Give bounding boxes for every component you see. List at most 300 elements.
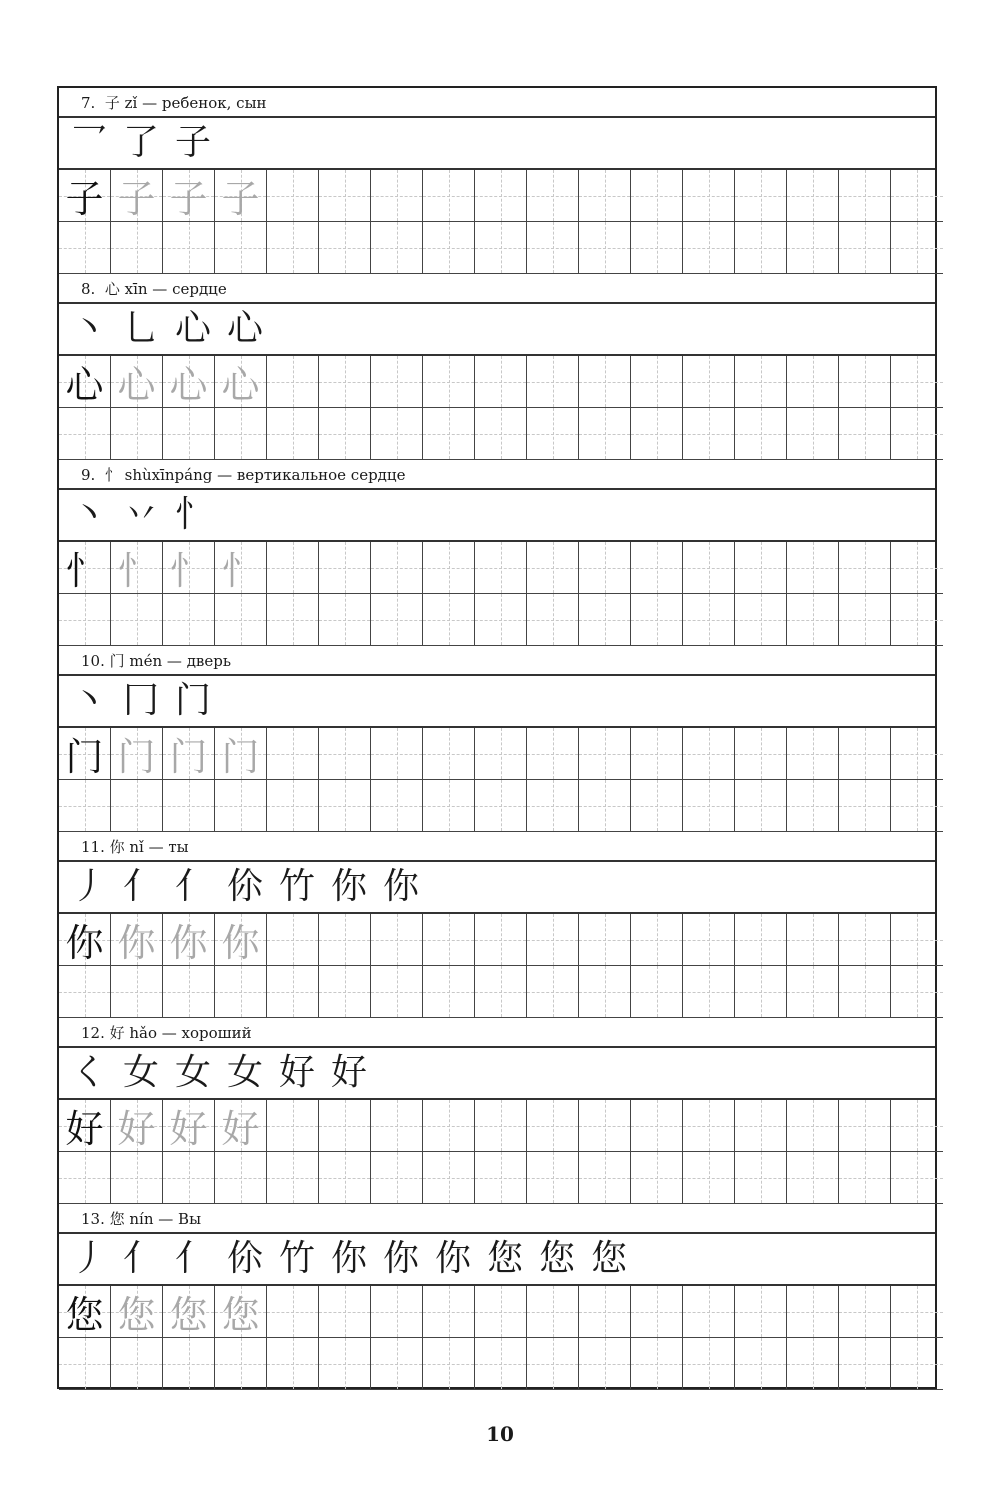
trace-character: 门 xyxy=(221,735,260,779)
trace-character: 好 xyxy=(117,1107,156,1151)
practice-cell xyxy=(475,170,527,222)
practice-cell xyxy=(891,542,943,594)
stroke-step: 伱 xyxy=(226,866,263,907)
practice-cell xyxy=(267,542,319,594)
practice-cell xyxy=(59,542,111,594)
character-section xyxy=(59,88,935,274)
practice-cell xyxy=(163,728,215,780)
practice-cell xyxy=(891,914,943,966)
trace-character: 你 xyxy=(169,921,208,965)
practice-cell xyxy=(735,170,787,222)
practice-cell xyxy=(891,1152,943,1204)
trace-character: 你 xyxy=(221,921,260,965)
practice-cell xyxy=(839,1100,891,1152)
practice-cell xyxy=(423,914,475,966)
practice-cell xyxy=(735,1100,787,1152)
trace-character: 您 xyxy=(117,1293,156,1337)
worksheet xyxy=(57,86,937,1389)
practice-cell xyxy=(319,170,371,222)
practice-cell xyxy=(527,1338,579,1390)
stroke-step: 乛 xyxy=(70,122,107,163)
practice-cell xyxy=(631,728,683,780)
practice-cell xyxy=(735,1152,787,1204)
stroke-step: 竹 xyxy=(278,866,315,907)
practice-cell xyxy=(267,1286,319,1338)
practice-cell xyxy=(891,1286,943,1338)
stroke-step: 心 xyxy=(226,308,263,349)
practice-cell xyxy=(163,594,215,646)
practice-cell xyxy=(891,728,943,780)
practice-cell xyxy=(371,1152,423,1204)
practice-cell xyxy=(163,542,215,594)
stroke-step: 心 xyxy=(174,308,211,349)
stroke-step: 忄 xyxy=(174,494,211,535)
practice-cell xyxy=(787,914,839,966)
practice-cell xyxy=(891,356,943,408)
trace-character: 子 xyxy=(169,177,208,221)
practice-cell xyxy=(111,1286,163,1338)
practice-cell xyxy=(111,728,163,780)
stroke-step: 丿 xyxy=(70,1238,107,1279)
practice-cell xyxy=(579,966,631,1018)
practice-cell xyxy=(475,222,527,274)
practice-cell xyxy=(163,780,215,832)
trace-character: 门 xyxy=(169,735,208,779)
trace-character: 心 xyxy=(117,363,156,407)
practice-cell xyxy=(475,728,527,780)
practice-cell xyxy=(787,356,839,408)
practice-cell xyxy=(683,1338,735,1390)
practice-cell xyxy=(59,1100,111,1152)
practice-cell xyxy=(579,914,631,966)
practice-cell xyxy=(891,966,943,1018)
practice-cell xyxy=(163,1286,215,1338)
practice-cell xyxy=(111,1338,163,1390)
character-label xyxy=(59,274,935,304)
page-number: 10 xyxy=(486,1422,514,1446)
practice-cell xyxy=(631,542,683,594)
stroke-step: 你 xyxy=(382,866,419,907)
practice-row xyxy=(59,728,943,780)
character-label xyxy=(59,1204,935,1234)
practice-cell xyxy=(111,780,163,832)
practice-cell xyxy=(475,356,527,408)
practice-cell xyxy=(215,222,267,274)
practice-cell xyxy=(787,1286,839,1338)
practice-cell xyxy=(423,408,475,460)
practice-cell xyxy=(579,356,631,408)
practice-cell xyxy=(527,542,579,594)
practice-cell xyxy=(111,542,163,594)
trace-character: 心 xyxy=(221,363,260,407)
practice-cell xyxy=(215,1338,267,1390)
practice-cell xyxy=(683,780,735,832)
practice-cell xyxy=(475,542,527,594)
practice-cell xyxy=(319,408,371,460)
trace-character: 您 xyxy=(169,1293,208,1337)
character-label-text: 10. 门 mén — дверь xyxy=(81,652,232,670)
stroke-step: 伱 xyxy=(226,1238,263,1279)
practice-row xyxy=(59,542,943,594)
practice-row xyxy=(59,594,943,646)
practice-cell xyxy=(839,170,891,222)
practice-cell xyxy=(267,780,319,832)
practice-cell xyxy=(735,914,787,966)
character-label-text: 13. 您 nín — Вы xyxy=(81,1210,202,1228)
practice-cell xyxy=(267,1152,319,1204)
practice-cell xyxy=(215,356,267,408)
practice-cell xyxy=(267,594,319,646)
practice-cell xyxy=(475,914,527,966)
practice-cell xyxy=(579,222,631,274)
stroke-step: 您 xyxy=(538,1238,575,1279)
practice-cell xyxy=(215,408,267,460)
practice-cell xyxy=(371,1100,423,1152)
practice-cell xyxy=(371,1286,423,1338)
practice-cell xyxy=(579,542,631,594)
practice-cell xyxy=(631,1338,683,1390)
practice-cell xyxy=(631,966,683,1018)
stroke-step: 丷 xyxy=(122,494,159,535)
practice-cell xyxy=(631,170,683,222)
practice-cell xyxy=(215,728,267,780)
practice-cell xyxy=(527,170,579,222)
practice-cell xyxy=(787,728,839,780)
practice-cell xyxy=(59,594,111,646)
trace-character: 忄 xyxy=(221,549,260,593)
practice-cell xyxy=(319,728,371,780)
practice-cell xyxy=(683,1100,735,1152)
practice-cell xyxy=(59,1338,111,1390)
stroke-step: 竹 xyxy=(278,1238,315,1279)
practice-cell xyxy=(735,594,787,646)
practice-cell xyxy=(111,594,163,646)
practice-cell xyxy=(267,728,319,780)
trace-character: 心 xyxy=(169,363,208,407)
practice-cell xyxy=(215,1100,267,1152)
practice-cell xyxy=(631,594,683,646)
practice-cell xyxy=(683,1152,735,1204)
practice-cell xyxy=(579,1338,631,1390)
practice-cell xyxy=(631,1286,683,1338)
practice-cell xyxy=(475,1286,527,1338)
stroke-step: 你 xyxy=(330,1238,367,1279)
practice-cell xyxy=(475,1338,527,1390)
trace-character: 你 xyxy=(117,921,156,965)
practice-cell xyxy=(319,594,371,646)
character-label xyxy=(59,88,935,118)
practice-cell xyxy=(527,222,579,274)
stroke-step: 亻 xyxy=(174,866,211,907)
practice-cell xyxy=(215,594,267,646)
stroke-order-row xyxy=(59,1048,935,1100)
practice-cell xyxy=(475,1152,527,1204)
practice-cell xyxy=(787,1152,839,1204)
practice-cell xyxy=(319,1100,371,1152)
practice-cell xyxy=(735,966,787,1018)
character-label-text: 9. 忄 shùxīnpáng — вертикальное сердце xyxy=(81,466,406,484)
practice-cell xyxy=(683,356,735,408)
character-label-text: 12. 好 hǎo — хороший xyxy=(81,1024,252,1042)
practice-cell xyxy=(579,1286,631,1338)
practice-cell xyxy=(215,780,267,832)
stroke-step: 亻 xyxy=(174,1238,211,1279)
character-section xyxy=(59,832,935,1018)
practice-cell xyxy=(215,1152,267,1204)
practice-cell xyxy=(735,1338,787,1390)
model-character: 你 xyxy=(65,921,104,965)
practice-cell xyxy=(163,966,215,1018)
practice-cell xyxy=(839,914,891,966)
practice-cell xyxy=(59,966,111,1018)
practice-cell xyxy=(423,1100,475,1152)
practice-cell xyxy=(527,1152,579,1204)
practice-cell xyxy=(579,170,631,222)
practice-cell xyxy=(371,728,423,780)
character-section xyxy=(59,274,935,460)
practice-cell xyxy=(59,356,111,408)
practice-cell xyxy=(111,966,163,1018)
practice-cell xyxy=(111,170,163,222)
character-label xyxy=(59,1018,935,1048)
practice-cell xyxy=(163,1152,215,1204)
practice-cell xyxy=(891,170,943,222)
practice-cell xyxy=(891,780,943,832)
practice-row xyxy=(59,1286,943,1338)
practice-cell xyxy=(59,408,111,460)
practice-cell xyxy=(267,170,319,222)
trace-character: 好 xyxy=(169,1107,208,1151)
stroke-step: 你 xyxy=(330,866,367,907)
practice-cell xyxy=(423,1286,475,1338)
stroke-step: 丶 xyxy=(70,494,107,535)
practice-cell xyxy=(527,780,579,832)
practice-cell xyxy=(735,222,787,274)
practice-cell xyxy=(371,1338,423,1390)
stroke-step: 丶 xyxy=(70,308,107,349)
practice-cell xyxy=(891,222,943,274)
practice-cell xyxy=(111,1152,163,1204)
stroke-step: 冂 xyxy=(122,680,159,721)
practice-cell xyxy=(839,542,891,594)
practice-cell xyxy=(423,222,475,274)
practice-cell xyxy=(163,1100,215,1152)
model-character: 好 xyxy=(65,1107,104,1151)
practice-row xyxy=(59,170,943,222)
practice-cell xyxy=(631,1152,683,1204)
trace-character: 忄 xyxy=(169,549,208,593)
practice-cell xyxy=(267,1100,319,1152)
stroke-order-row xyxy=(59,490,935,542)
practice-cell xyxy=(163,170,215,222)
stroke-order-row xyxy=(59,862,935,914)
practice-cell xyxy=(683,728,735,780)
practice-cell xyxy=(735,356,787,408)
practice-row xyxy=(59,1100,943,1152)
practice-cell xyxy=(683,914,735,966)
practice-cell xyxy=(839,594,891,646)
model-character: 心 xyxy=(65,363,104,407)
practice-cell xyxy=(527,408,579,460)
character-label-text: 8. 心 xīn — сердце xyxy=(81,280,227,298)
practice-cell xyxy=(579,408,631,460)
practice-cell xyxy=(527,356,579,408)
practice-row xyxy=(59,408,943,460)
practice-row xyxy=(59,222,943,274)
practice-cell xyxy=(839,780,891,832)
practice-cell xyxy=(319,966,371,1018)
practice-cell xyxy=(579,594,631,646)
practice-cell xyxy=(423,542,475,594)
stroke-step: 好 xyxy=(330,1052,367,1093)
practice-cell xyxy=(215,1286,267,1338)
stroke-order-row xyxy=(59,676,935,728)
practice-cell xyxy=(111,1100,163,1152)
practice-cell xyxy=(631,780,683,832)
practice-cell xyxy=(215,170,267,222)
practice-cell xyxy=(631,408,683,460)
practice-cell xyxy=(475,594,527,646)
stroke-step: 了 xyxy=(122,122,159,163)
stroke-step: 门 xyxy=(174,680,211,721)
trace-character: 忄 xyxy=(117,549,156,593)
model-character: 门 xyxy=(65,735,104,779)
practice-cell xyxy=(631,1100,683,1152)
stroke-step: く xyxy=(70,1052,107,1093)
practice-cell xyxy=(735,780,787,832)
stroke-step: 你 xyxy=(434,1238,471,1279)
practice-cell xyxy=(267,966,319,1018)
practice-cell xyxy=(683,966,735,1018)
practice-cell xyxy=(371,780,423,832)
practice-cell xyxy=(891,594,943,646)
stroke-step: 亻 xyxy=(122,1238,159,1279)
practice-cell xyxy=(423,1338,475,1390)
practice-cell xyxy=(891,1338,943,1390)
practice-cell xyxy=(423,170,475,222)
practice-cell xyxy=(787,1338,839,1390)
practice-row xyxy=(59,356,943,408)
practice-cell xyxy=(111,222,163,274)
practice-cell xyxy=(163,356,215,408)
practice-cell xyxy=(319,1152,371,1204)
practice-cell xyxy=(319,914,371,966)
practice-cell xyxy=(527,1100,579,1152)
practice-cell xyxy=(891,408,943,460)
practice-cell xyxy=(319,780,371,832)
model-character: 您 xyxy=(65,1293,104,1337)
practice-cell xyxy=(475,966,527,1018)
practice-cell xyxy=(319,222,371,274)
practice-cell xyxy=(59,728,111,780)
practice-cell xyxy=(371,966,423,1018)
stroke-step: 好 xyxy=(278,1052,315,1093)
practice-cell xyxy=(787,594,839,646)
practice-cell xyxy=(423,356,475,408)
practice-cell xyxy=(267,914,319,966)
practice-cell xyxy=(319,1338,371,1390)
practice-cell xyxy=(423,728,475,780)
stroke-step: 女 xyxy=(226,1052,263,1093)
practice-row xyxy=(59,914,943,966)
practice-cell xyxy=(579,1100,631,1152)
practice-cell xyxy=(267,1338,319,1390)
stroke-order-row xyxy=(59,1234,935,1286)
practice-cell xyxy=(59,780,111,832)
practice-cell xyxy=(371,222,423,274)
practice-cell xyxy=(787,966,839,1018)
practice-cell xyxy=(631,222,683,274)
practice-row xyxy=(59,966,943,1018)
practice-cell xyxy=(59,914,111,966)
practice-row xyxy=(59,780,943,832)
practice-cell xyxy=(59,222,111,274)
practice-row xyxy=(59,1338,943,1390)
stroke-step: 亻 xyxy=(122,866,159,907)
practice-cell xyxy=(579,728,631,780)
practice-cell xyxy=(839,966,891,1018)
practice-cell xyxy=(735,1286,787,1338)
practice-cell xyxy=(111,356,163,408)
practice-cell xyxy=(839,408,891,460)
practice-cell xyxy=(423,594,475,646)
character-label xyxy=(59,460,935,490)
practice-cell xyxy=(423,1152,475,1204)
character-section xyxy=(59,646,935,832)
practice-cell xyxy=(59,1286,111,1338)
stroke-step: 乚 xyxy=(122,308,159,349)
practice-cell xyxy=(423,780,475,832)
practice-cell xyxy=(215,542,267,594)
practice-cell xyxy=(371,408,423,460)
practice-cell xyxy=(163,914,215,966)
practice-cell xyxy=(735,408,787,460)
practice-cell xyxy=(111,408,163,460)
practice-cell xyxy=(475,408,527,460)
practice-cell xyxy=(527,728,579,780)
practice-cell xyxy=(839,356,891,408)
practice-cell xyxy=(319,1286,371,1338)
practice-cell xyxy=(839,222,891,274)
practice-cell xyxy=(215,914,267,966)
stroke-order-row xyxy=(59,118,935,170)
practice-cell xyxy=(735,728,787,780)
practice-cell xyxy=(527,1286,579,1338)
trace-character: 子 xyxy=(117,177,156,221)
character-section xyxy=(59,1204,935,1390)
trace-character: 您 xyxy=(221,1293,260,1337)
practice-cell xyxy=(839,728,891,780)
practice-cell xyxy=(267,222,319,274)
character-label-text: 11. 你 nǐ — ты xyxy=(81,838,189,856)
stroke-step: 丶 xyxy=(70,680,107,721)
practice-cell xyxy=(267,408,319,460)
character-section xyxy=(59,1018,935,1204)
practice-cell xyxy=(267,356,319,408)
practice-cell xyxy=(787,542,839,594)
practice-cell xyxy=(59,170,111,222)
practice-cell xyxy=(163,222,215,274)
practice-cell xyxy=(683,1286,735,1338)
practice-cell xyxy=(683,594,735,646)
practice-cell xyxy=(423,966,475,1018)
practice-cell xyxy=(579,780,631,832)
stroke-step: 您 xyxy=(590,1238,627,1279)
stroke-step: 女 xyxy=(122,1052,159,1093)
stroke-step: 你 xyxy=(382,1238,419,1279)
practice-cell xyxy=(579,1152,631,1204)
trace-character: 子 xyxy=(221,177,260,221)
